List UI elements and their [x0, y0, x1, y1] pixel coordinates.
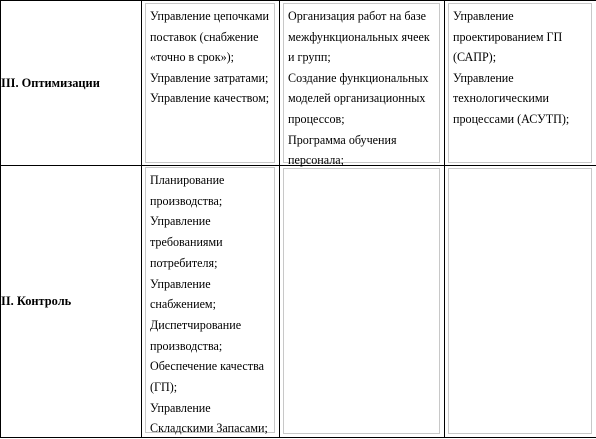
cell-line: технологическими — [453, 88, 588, 109]
cell-line: Управление — [453, 68, 588, 89]
cell-line: персонала; — [288, 150, 436, 171]
cell-line: Планирование — [150, 170, 271, 191]
cell-content — [145, 167, 275, 433]
cell-line: производства; — [150, 191, 271, 212]
cell-line: Управление — [453, 6, 588, 27]
cell-line: Создание функциональных — [288, 68, 436, 89]
cell-line: Управление цепочками — [150, 6, 271, 27]
cell-line: процессов; — [288, 109, 436, 130]
stage-label: II. Контроль — [1, 166, 142, 438]
cell-line: потребителя; — [150, 253, 271, 274]
cell-line: (ГП); — [150, 377, 271, 398]
cell-line: Управление — [150, 211, 271, 232]
table-cell — [445, 1, 596, 166]
cell-content — [283, 3, 440, 163]
cell-line: Обеспечение качества — [150, 356, 271, 377]
table-cell — [280, 1, 445, 166]
cell-line: моделей организационных — [288, 88, 436, 109]
table-cell — [445, 166, 596, 438]
cell-line: производства; — [150, 336, 271, 357]
stage-label: III. Оптимизации — [1, 1, 142, 166]
table-row — [1, 1, 596, 166]
cell-line: межфункциональных ячеек — [288, 27, 436, 48]
cell-line: Управление — [150, 398, 271, 419]
cell-line: Программа обучения — [288, 130, 436, 151]
cell-line: Складскими Запасами; — [150, 418, 271, 439]
table-cell — [280, 166, 445, 438]
cell-line: Диспетчирование — [150, 315, 271, 336]
cell-line: Управление — [150, 274, 271, 295]
cell-content — [448, 168, 592, 434]
cell-line: снабжением; — [150, 294, 271, 315]
cell-content — [283, 168, 440, 434]
table-row — [1, 166, 596, 438]
cell-content — [145, 3, 275, 163]
cell-line: требованиями — [150, 232, 271, 253]
table-cell — [142, 1, 280, 166]
cell-line: поставок (снабжение — [150, 27, 271, 48]
cell-line: проектированием ГП — [453, 27, 588, 48]
cell-line: Управление качеством; — [150, 88, 271, 109]
cell-line: процессами (АСУТП); — [453, 109, 588, 130]
cell-line: Организация работ на базе — [288, 6, 436, 27]
cell-line: Управление затратами; — [150, 68, 271, 89]
table-cell — [142, 166, 280, 438]
cell-line: (САПР); — [453, 47, 588, 68]
cell-content — [448, 3, 592, 163]
cell-line: «точно в срок»); — [150, 47, 271, 68]
cell-line: и групп; — [288, 47, 436, 68]
